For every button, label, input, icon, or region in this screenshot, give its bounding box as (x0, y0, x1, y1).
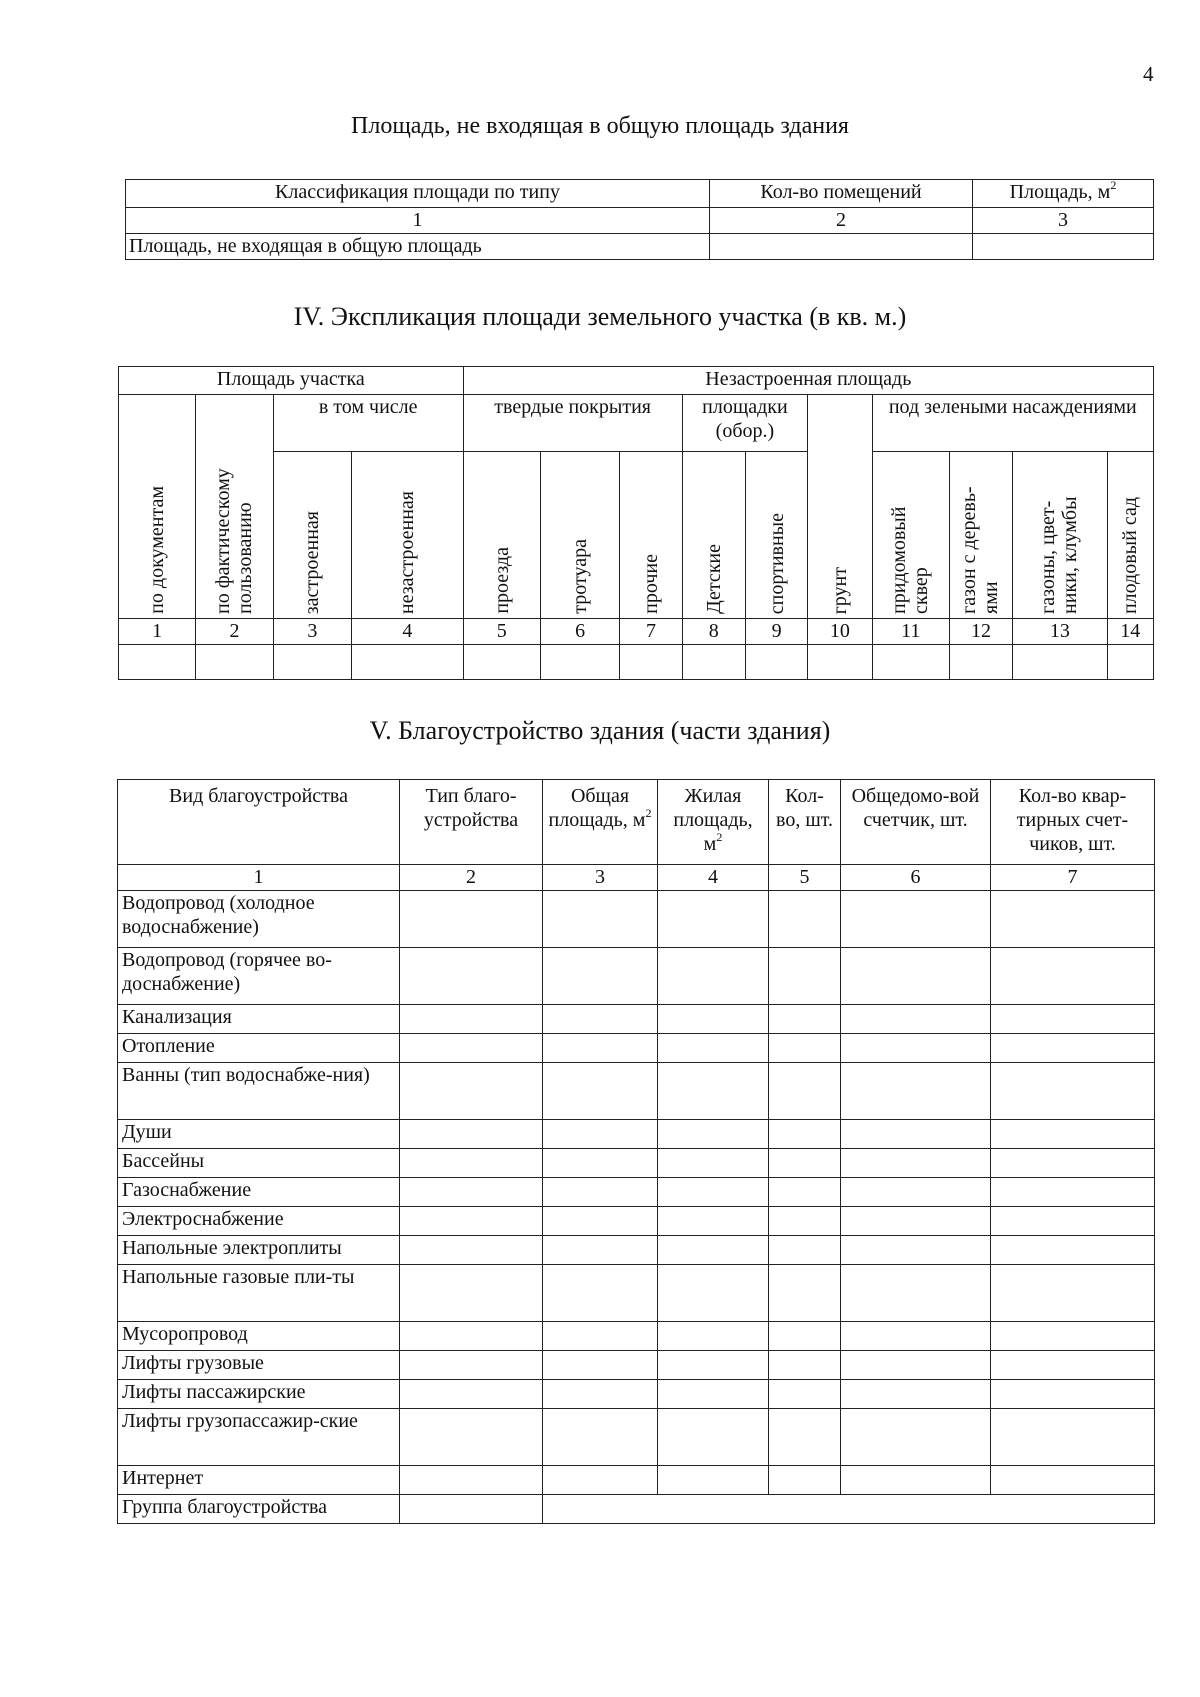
row-label: Канализация (118, 1005, 400, 1034)
col-lawn-trees: газон с деревь-ями (949, 452, 1012, 619)
table-row (118, 891, 1155, 948)
col-number: 6 (841, 865, 991, 891)
col-soil: грунт (808, 395, 872, 619)
empty-cell (808, 645, 872, 680)
empty-cell (400, 1380, 543, 1409)
empty-cell (658, 948, 769, 1005)
row-label: Группа благоустройства (118, 1495, 400, 1524)
empty-cell (658, 1063, 769, 1120)
empty-cell (543, 1178, 658, 1207)
empty-cell (658, 1380, 769, 1409)
empty-cell (769, 1207, 841, 1236)
empty-cell (841, 1409, 991, 1466)
empty-cell (991, 948, 1155, 1005)
col-number: 11 (872, 619, 949, 645)
row-label: Площадь, не входящая в общую площадь (126, 234, 710, 260)
col-unbuilt: незастроенная (352, 452, 464, 619)
sub-green: под зелеными насаждениями (872, 395, 1153, 452)
group-unbuilt-area: Незастроенная площадь (463, 367, 1153, 395)
section-improvement-title: V. Благоустройство здания (части здания) (369, 716, 831, 745)
page-number: 4 (1143, 62, 1154, 86)
header-living-area: Жилая площадь, $м^2$ (658, 780, 769, 865)
col-built: застроенная (273, 452, 351, 619)
empty-cell (991, 1322, 1155, 1351)
sub-hard-surfaces: твердые покрытия (463, 395, 682, 452)
empty-cell (769, 1351, 841, 1380)
empty-cell (620, 645, 682, 680)
empty-cell (543, 1207, 658, 1236)
column-number-row (118, 865, 1155, 891)
empty-cell (841, 1178, 991, 1207)
empty-cell (991, 1409, 1155, 1466)
table-row (118, 1120, 1155, 1149)
col-actual-use: по фактическому пользованию (196, 395, 273, 619)
column-number-row (119, 619, 1154, 645)
empty-cell (841, 1380, 991, 1409)
row-label: Лифты грузовые (118, 1351, 400, 1380)
col-number: 1 (119, 619, 196, 645)
empty-cell (1013, 645, 1107, 680)
col-number: 2 (400, 865, 543, 891)
empty-cell (991, 1236, 1155, 1265)
col-number: 4 (352, 619, 464, 645)
empty-cell (991, 891, 1155, 948)
col-number: 12 (949, 619, 1012, 645)
table-row (118, 1034, 1155, 1063)
empty-cell (658, 1265, 769, 1322)
empty-cell (540, 645, 619, 680)
col-sports: спортивные (745, 452, 807, 619)
empty-cell (543, 1120, 658, 1149)
land-subgroup-row (119, 395, 1154, 452)
land-columns-row (119, 452, 1154, 619)
empty-cell (991, 1178, 1155, 1207)
empty-cell (400, 1063, 543, 1120)
row-label: Лифты пассажирские (118, 1380, 400, 1409)
header-room-count: Кол-во помещений (710, 180, 973, 208)
col-by-documents: по документам (119, 395, 196, 619)
empty-cell (769, 1005, 841, 1034)
row-label: Бассейны (118, 1149, 400, 1178)
empty-cell (543, 1005, 658, 1034)
empty-cell (400, 1495, 543, 1524)
table-row (118, 1322, 1155, 1351)
empty-cell (841, 1005, 991, 1034)
col-orchard: плодовый сад (1107, 452, 1153, 619)
group-site-area: Площадь участка (119, 367, 464, 395)
empty-cell (658, 1236, 769, 1265)
empty-cell (682, 645, 745, 680)
empty-cell (196, 645, 273, 680)
table-row (118, 1149, 1155, 1178)
empty-cell (273, 645, 351, 680)
row-label: Лифты грузопассажир-ские (118, 1409, 400, 1466)
table-row (118, 1409, 1155, 1466)
empty-cell (658, 1034, 769, 1063)
empty-cell (543, 1063, 658, 1120)
header-area: Площадь, $м^2$ (973, 180, 1154, 208)
empty-cell (543, 1380, 658, 1409)
sub-including: в том числе (273, 395, 463, 452)
empty-cell (543, 891, 658, 948)
row-label: Интернет (118, 1466, 400, 1495)
header-classification: Классификация площади по типу (126, 180, 710, 208)
table-row (118, 1063, 1155, 1120)
empty-cell (658, 1322, 769, 1351)
header-total-area: Общая площадь, $м^2$ (543, 780, 658, 865)
empty-cell (543, 1351, 658, 1380)
empty-cell (543, 1409, 658, 1466)
col-driveways: проезда (463, 452, 540, 619)
table-row (119, 645, 1154, 680)
empty-cell (463, 645, 540, 680)
empty-cell (119, 645, 196, 680)
empty-cell (400, 1034, 543, 1063)
col-number: 9 (745, 619, 807, 645)
table-row (118, 1178, 1155, 1207)
col-number: 7 (991, 865, 1155, 891)
land-table (118, 366, 1154, 680)
empty-cell (991, 1466, 1155, 1495)
row-label: Водопровод (горячее во-доснабжение) (118, 948, 400, 1005)
empty-cell (991, 1149, 1155, 1178)
col-number: 3 (543, 865, 658, 891)
empty-cell (400, 1178, 543, 1207)
empty-cell (745, 645, 807, 680)
empty-cell (710, 234, 973, 260)
empty-cell (400, 891, 543, 948)
empty-cell (841, 1120, 991, 1149)
empty-cell (543, 1236, 658, 1265)
empty-cell (543, 1322, 658, 1351)
empty-cell (841, 1322, 991, 1351)
col-number: 3 (273, 619, 351, 645)
empty-cell (872, 645, 949, 680)
empty-cell (658, 1351, 769, 1380)
row-label: Водопровод (холодное водоснабжение) (118, 891, 400, 948)
empty-cell (543, 1466, 658, 1495)
empty-cell (841, 1034, 991, 1063)
empty-cell (769, 1063, 841, 1120)
empty-cell (841, 1149, 991, 1178)
empty-cell (841, 1063, 991, 1120)
empty-cell (769, 1236, 841, 1265)
empty-cell (658, 1178, 769, 1207)
col-number: 4 (658, 865, 769, 891)
col-number: 13 (1013, 619, 1107, 645)
col-flowerbeds: газоны, цвет-ники, клумбы (1013, 452, 1107, 619)
empty-cell (658, 1149, 769, 1178)
empty-cell (991, 1380, 1155, 1409)
row-label: Напольные электроплиты (118, 1236, 400, 1265)
empty-cell (991, 1034, 1155, 1063)
row-label: Отопление (118, 1034, 400, 1063)
empty-cell (543, 948, 658, 1005)
col-number: 2 (196, 619, 273, 645)
table-row (118, 1236, 1155, 1265)
empty-cell (769, 891, 841, 948)
col-other: прочие (620, 452, 682, 619)
empty-cell (769, 1120, 841, 1149)
table-header-row (118, 780, 1155, 865)
empty-cell (841, 948, 991, 1005)
col-number: 1 (126, 208, 710, 234)
empty-cell (400, 1409, 543, 1466)
land-group-row (119, 367, 1154, 395)
empty-cell (543, 1034, 658, 1063)
empty-cell (841, 1466, 991, 1495)
empty-cell (949, 645, 1012, 680)
row-label: Электроснабжение (118, 1207, 400, 1236)
section-land-title: IV. Экспликация площади земельного участка (в кв. м.) (293, 302, 907, 331)
header-building-meter: Общедомо-вой счетчик, шт. (841, 780, 991, 865)
empty-cell (841, 1207, 991, 1236)
header-count: Кол-во, шт. (769, 780, 841, 865)
table-row (118, 1495, 1155, 1524)
empty-cell (658, 1409, 769, 1466)
empty-cell (769, 1409, 841, 1466)
row-label: Мусоропровод (118, 1322, 400, 1351)
empty-cell (658, 1466, 769, 1495)
col-number: 6 (540, 619, 619, 645)
col-yard-square: придомовый сквер (872, 452, 949, 619)
empty-cell (543, 1265, 658, 1322)
empty-cell (769, 1034, 841, 1063)
empty-cell (991, 1005, 1155, 1034)
empty-cell (658, 1207, 769, 1236)
table-header-row (126, 180, 1154, 208)
empty-cell (991, 1351, 1155, 1380)
empty-cell (841, 1265, 991, 1322)
empty-cell (991, 1063, 1155, 1120)
table-row (118, 948, 1155, 1005)
area-table (125, 179, 1154, 260)
improvement-table (117, 779, 1155, 1524)
empty-cell (400, 1120, 543, 1149)
empty-cell (1107, 645, 1153, 680)
empty-cell (400, 1466, 543, 1495)
empty-cell (769, 1466, 841, 1495)
table-row (118, 1351, 1155, 1380)
empty-cell (973, 234, 1154, 260)
empty-cell (841, 1351, 991, 1380)
empty-cell (991, 1120, 1155, 1149)
col-number: 1 (118, 865, 400, 891)
empty-cell (769, 1149, 841, 1178)
table-row (118, 1265, 1155, 1322)
empty-cell (543, 1495, 1155, 1524)
empty-cell (400, 1351, 543, 1380)
empty-cell (769, 1178, 841, 1207)
table-row (118, 1005, 1155, 1034)
empty-cell (658, 891, 769, 948)
row-label: Газоснабжение (118, 1178, 400, 1207)
empty-cell (400, 1322, 543, 1351)
empty-cell (841, 1236, 991, 1265)
empty-cell (991, 1265, 1155, 1322)
empty-cell (769, 948, 841, 1005)
column-number-row (126, 208, 1154, 234)
empty-cell (400, 1236, 543, 1265)
col-number: 5 (769, 865, 841, 891)
section-area-title: Площадь, не входящая в общую площадь здания (351, 113, 849, 139)
table-row (126, 234, 1154, 260)
col-number: 7 (620, 619, 682, 645)
empty-cell (991, 1207, 1155, 1236)
row-label: Напольные газовые пли-ты (118, 1265, 400, 1322)
empty-cell (352, 645, 464, 680)
header-improvement-kind: Вид благоустройства (118, 780, 400, 865)
empty-cell (400, 1207, 543, 1236)
table-row (118, 1380, 1155, 1409)
empty-cell (841, 891, 991, 948)
col-number: 3 (973, 208, 1154, 234)
col-number: 8 (682, 619, 745, 645)
empty-cell (400, 1005, 543, 1034)
empty-cell (769, 1322, 841, 1351)
table-row (118, 1466, 1155, 1495)
sub-grounds: площадки (обор.) (682, 395, 808, 452)
empty-cell (400, 1265, 543, 1322)
row-label: Ванны (тип водоснабже-ния) (118, 1063, 400, 1120)
empty-cell (400, 948, 543, 1005)
col-number: 14 (1107, 619, 1153, 645)
col-children: Детские (682, 452, 745, 619)
empty-cell (769, 1265, 841, 1322)
empty-cell (400, 1149, 543, 1178)
col-sidewalks: тротуара (540, 452, 619, 619)
empty-cell (658, 1120, 769, 1149)
col-number: 5 (463, 619, 540, 645)
empty-cell (543, 1149, 658, 1178)
empty-cell (769, 1380, 841, 1409)
header-improvement-type: Тип благо-устройства (400, 780, 543, 865)
col-number: 10 (808, 619, 872, 645)
empty-cell (658, 1005, 769, 1034)
table-row (118, 1207, 1155, 1236)
row-label: Души (118, 1120, 400, 1149)
header-apartment-meters: Кол-во квар-тирных счет-чиков, шт. (991, 780, 1155, 865)
col-number: 2 (710, 208, 973, 234)
